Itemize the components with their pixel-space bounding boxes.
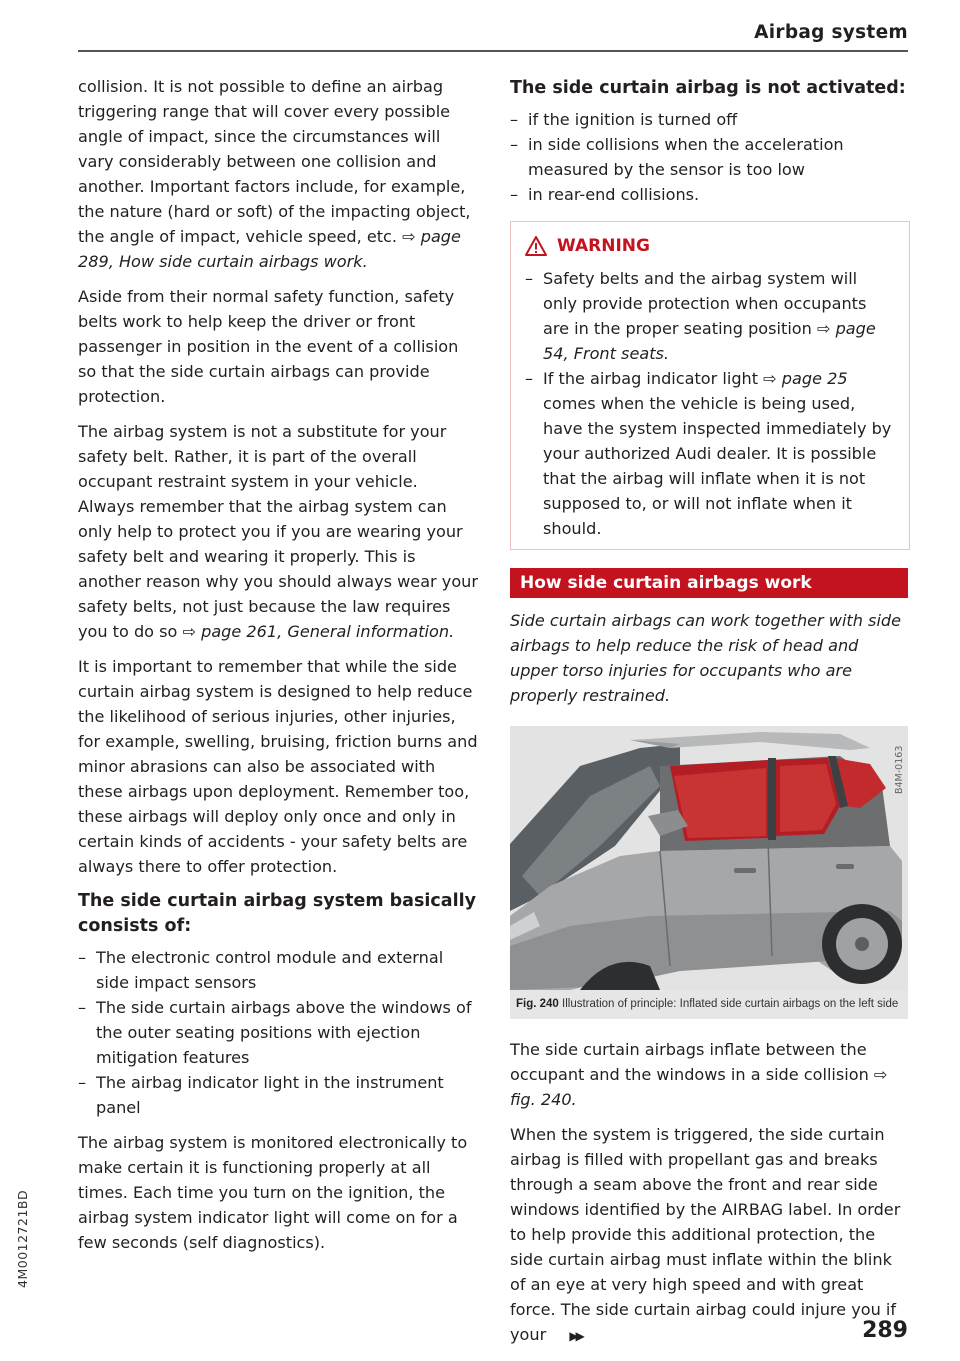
paragraph (510, 1037, 910, 1112)
paragraph: Aside from their normal safety function, safety belts work to help keep the driver or front passenger in position in the event of a collision so that the side curtain airbags can provide protection. (78, 287, 459, 406)
paragraph-text: When the system is triggered, the side curtain airbag is filled with propellant gas and breaks through a seam above the front and rear side windows identified by the AIRBAG label. In order to help provide this additional protection, the side curtain airbag must inflate within the blink of an eye at very high speed and with great force. The side curtain airbag could injure you if your (510, 1125, 901, 1344)
figure-label: Fig. 240 (516, 998, 559, 1010)
page-link[interactable]: ⇨ page 25 (763, 369, 848, 388)
left-column (78, 74, 478, 1255)
list-item: – if the ignition is turned off (510, 107, 910, 132)
warning-list (525, 266, 895, 541)
section-title-bar: How side curtain airbags work (510, 568, 908, 598)
list-item: – The airbag indicator light in the instrument panel (78, 1070, 478, 1120)
figure-code-text: B4M-0163 (894, 745, 905, 794)
list-item: – The side curtain airbags above the windows of the outer seating positions with ejection mitigation features (78, 995, 478, 1070)
figure-link[interactable]: ⇨ fig. 240. (510, 1065, 888, 1109)
page-link[interactable]: ⇨ page 54, Front seats. (543, 319, 876, 363)
warning-header (525, 232, 895, 260)
list-item-text: Safety belts and the airbag system will only provide protection when occupants are in the proper seating position (543, 269, 867, 338)
warning-box (510, 221, 910, 550)
paragraph (78, 74, 478, 274)
right-column (510, 74, 910, 1349)
paragraph-text: The airbag system is not a substitute for your safety belt. Rather, it is part of the overall occupant restraint system in your vehicle. Always remember that the airbag system can only help to protect you if you are wearing your safety belt and wearing it properly. This is another reason why you should always wear your safety belts, not just because the law requires you to do so (78, 422, 478, 641)
list-item-text: comes when the vehicle is being used, have the system inspected immediately by your authorized Audi dealer. It is possible that the airbag will inflate when it is not supposed to, or will not inflate when it should. (543, 394, 892, 538)
paragraph-text: collision. It is not possible to define an airbag triggering range that will cover every possible angle of impact, since the circumstances will vary considerably between one collision and another. Important factors include, for example, the nature (hard or soft) of the impacting object, the angle of impact, vehicle speed, etc. (78, 77, 471, 246)
car-airbag-illustration (510, 726, 908, 990)
component-list (78, 945, 478, 1120)
paragraph: It is important to remember that while the side curtain airbag system is designed to help reduce the likelihood of serious injuries, other injuries, for example, swelling, bruising, friction burns and minor abrasions can also be associated with these airbags upon deployment. Remember too, these airbags will deploy only once and only in certain kinds of accidents - your safety belts are always there to offer protection. (78, 657, 478, 876)
list-item (525, 266, 895, 366)
car-illustration-graphic (510, 726, 908, 990)
page-header-title: Airbag system (754, 22, 908, 43)
section-heading: The side curtain airbag system basically consists of: (78, 891, 476, 936)
list-item: – in side collisions when the acceleration measured by the sensor is too low (510, 132, 910, 182)
document-code (12, 1130, 32, 1290)
paragraph (510, 1122, 910, 1349)
paragraph-text: The side curtain airbags inflate between the occupant and the windows in a side collision (510, 1040, 869, 1084)
page-link[interactable]: ⇨ page 261, General information. (182, 622, 455, 641)
warning-triangle-icon (525, 236, 547, 256)
list-item-text: If the airbag indicator light (543, 369, 759, 388)
continue-arrow-icon: ▶▶ (569, 1329, 582, 1343)
header-divider (78, 50, 908, 52)
paragraph: The airbag system is monitored electronically to make certain it is functioning properly at all times. Each time you turn on the ignition, the airbag system indicator light will come on for a few seconds (self diagnostics). (78, 1133, 468, 1252)
figure-caption-text: Illustration of principle: Inflated side curtain airbags on the left side (562, 998, 899, 1010)
list-item: – in rear-end collisions. (510, 182, 910, 207)
figure-code (892, 732, 906, 802)
paragraph (78, 419, 478, 644)
not-activated-list (510, 107, 910, 207)
figure-caption (510, 990, 908, 1019)
list-item (525, 366, 895, 541)
page-link[interactable]: ⇨ page 289, How side curtain airbags work. (78, 227, 461, 271)
warning-title: WARNING (557, 236, 650, 256)
document-code-text: 4M0012721BD (15, 1189, 30, 1288)
section-intro: Side curtain airbags can work together with side airbags to help reduce the risk of head and upper torso injuries for occupants who are properly restrained. (510, 611, 902, 705)
page-number: 289 (862, 1318, 908, 1343)
list-item: – The electronic control module and external side impact sensors (78, 945, 478, 995)
section-heading: The side curtain airbag is not activated: (510, 78, 906, 98)
